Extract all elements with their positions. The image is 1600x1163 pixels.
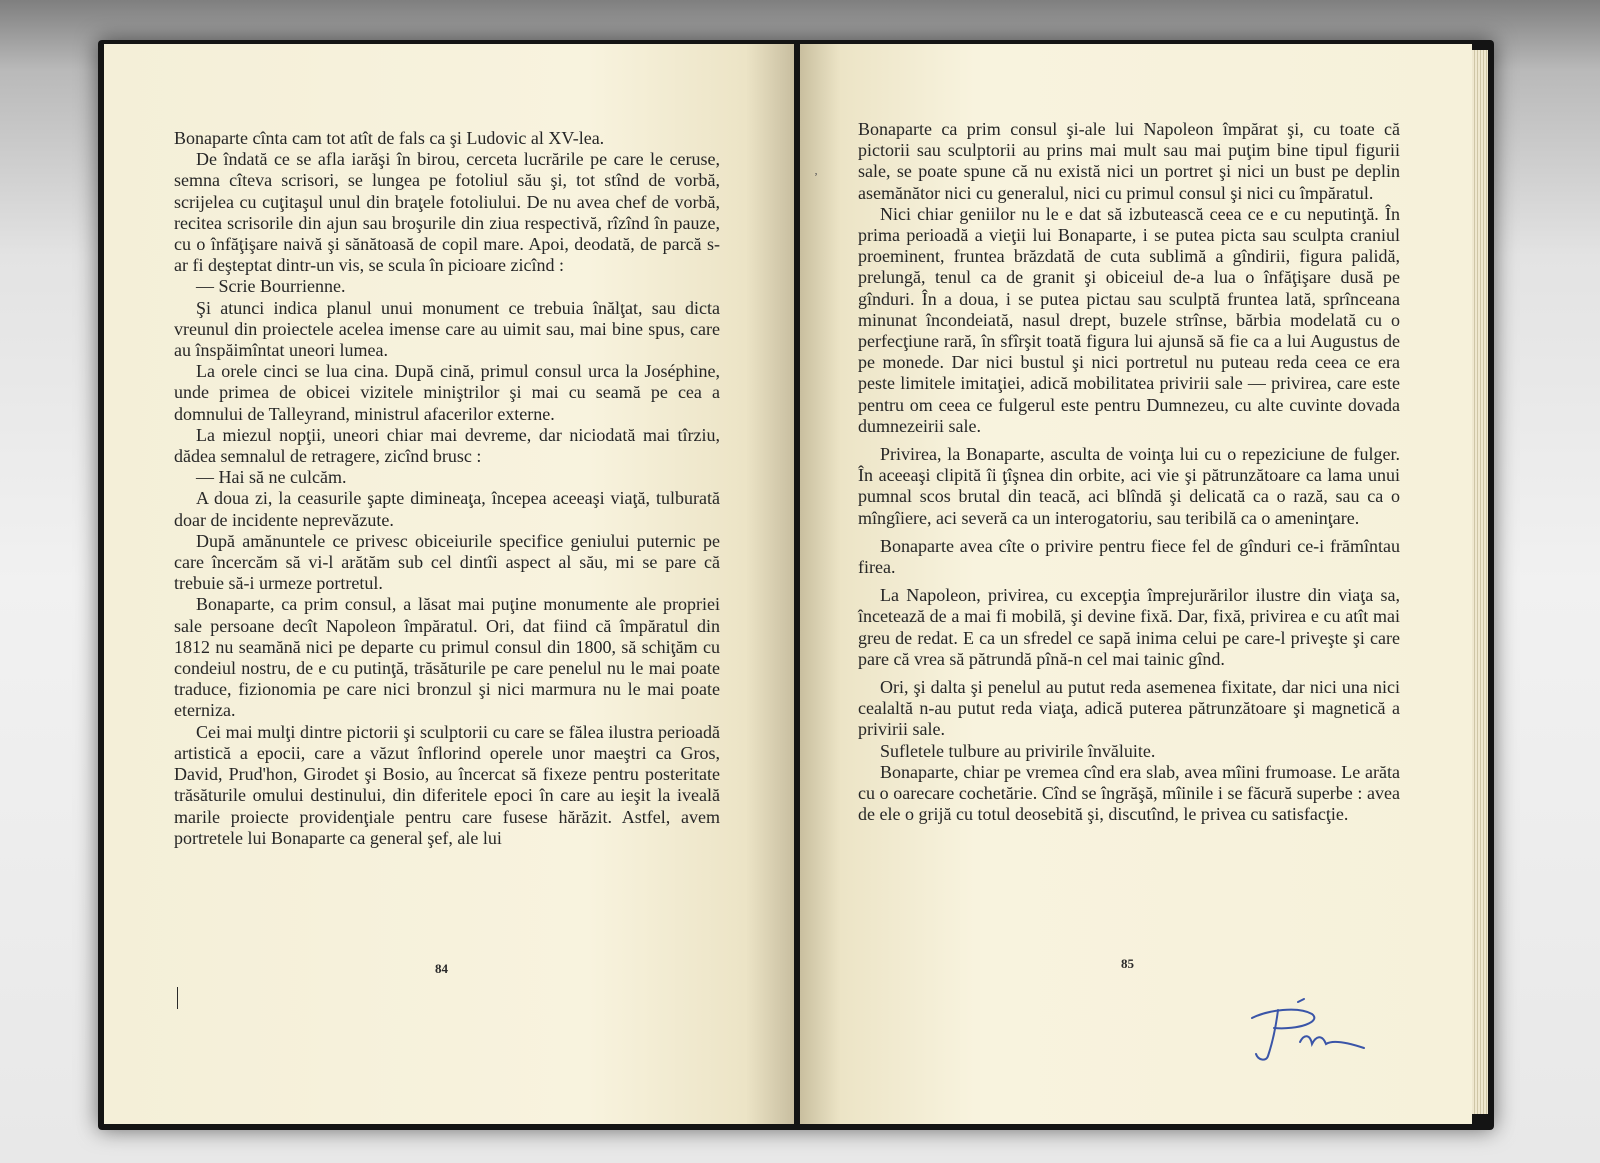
margin-mark bbox=[177, 987, 178, 1009]
page-number: 85 bbox=[1121, 956, 1134, 971]
margin-tick-mark: ʼ bbox=[814, 170, 818, 184]
paragraph: Bonaparte ca prim consul şi-ale lui Napoleon împărat şi, cu toate că pictorii sau sculptorii au prins mai mult sau mai puţim bine tipul figurii sale, se poate spune că nu există nici un portret şi nici un bust pe deplin asemănător nici cu generalul, nici cu primul consul şi nici cu împăratul. bbox=[858, 119, 1400, 203]
right-page-text bbox=[858, 119, 1400, 826]
handwritten-signature bbox=[1238, 996, 1398, 1076]
paragraph: De îndată ce se afla iarăşi în birou, cerceta lucrările pe care le ceruse, semna cîteva scrisori, se lungea pe fotoliul său şi, tot stînd de vorbă, scrijelea cu cuţitaşul unul din braţele fotoliului. De nu avea chef de vorbă, recitea scrisorile din ajun sau broşurile din ziua respectivă, rîzînd în pauze, cu o înfăţişare naivă şi sănătoasă de copil mare. Apoi, deodată, de parcă s-ar fi deşteptat dintr-un vis, se scula în picioare zicînd : bbox=[174, 149, 720, 276]
paragraph: Cei mai mulţi dintre pictorii şi sculptorii cu care se fălea ilustra perioadă artistică a epocii, care a văzut înflorind operele unor maeştri ca Gros, David, Prud'hon, Girodet şi Bosio, au încercat să fixeze pentru posteritate trăsăturile omului destinului, din diferitele epoci în care au ieşit la iveală marile proiecte providenţiale pentru care fusese hărăzit. Astfel, avem portretele lui Bonaparte ca general şef, ale lui bbox=[174, 721, 720, 848]
left-page bbox=[104, 44, 794, 1124]
signature-stroke bbox=[1298, 999, 1304, 1002]
right-page bbox=[800, 44, 1472, 1124]
paragraph: La orele cinci se lua cina. După cină, primul consul urca la Joséphine, unde primea de obicei vizitele miniştrilor şi mai cu seamă pe cea a domnului de Talleyrand, ministrul afacerilor externe. bbox=[174, 361, 720, 424]
paragraph: După amănuntele ce privesc obiceiurile specifice geniului puternic pe care încercăm să vi-l arătăm sub cel dintîi aspect al său, mi se pare că trebuie să-i urmeze portretul. bbox=[174, 530, 720, 594]
paragraph: Bonaparte, ca prim consul, a lăsat mai puţine monumente ale propriei sale persoane decît Napoleon împăratul. Ori, dat fiind că împăratul din 1812 nu seamănă nici pe departe cu primul consul din 1800, să schiţăm cu condeiul nostru, de e cu putinţă, trăsăturile pe care penelul nu le mai poate traduce, fizionomia pe care nici bronzul şi nici marmura nu le mai poate eterniza. bbox=[174, 594, 720, 721]
paragraph: Sufletele tulbure au privirile învăluite. bbox=[880, 740, 1156, 761]
paragraph: Bonaparte, chiar pe vremea cînd era slab, avea mîini frumoase. Le arăta cu o oarecare cochetărie. Cînd se îngrăşă, mîinile i se făcură superbe : avea de ele o grijă cu totul deosebită şi, discutînd, le privea cu satisfacţie. bbox=[858, 761, 1400, 825]
signature-stroke bbox=[1252, 1010, 1314, 1029]
signature-stroke bbox=[1256, 1010, 1278, 1060]
paragraph: A doua zi, la ceasurile şapte dimineaţa, începea aceeaşi viaţă, tulburată doar de incidente neprevăzute. bbox=[174, 488, 720, 530]
paragraph: Privirea, la Bonaparte, asculta de voinţa lui cu o repeziciune de fulger. În aceeaşi clipită îi ţîşnea din orbite, aci vie şi pătrunzătoare ca lama unui pumnal scos brutal din teacă, aci blîndă şi delicată ca o rază, sau ca o mîngîiere, aci severă ca un interogatoriu, sau teribilă ca o ameninţare. bbox=[858, 444, 1400, 528]
left-page-text bbox=[174, 128, 720, 849]
paragraph: Nici chiar geniilor nu le e dat să izbutească ceea ce e cu neputinţă. În prima perioadă a vieţii lui Bonaparte, i se putea picta sau sculpta craniul proeminent, fruntea brăzdată de cuta sublimă a gîndirii, figura palidă, prelungă, tenul ca de granit şi obiceiul de-a lua o înfăţişare dusă pe gînduri. În a doua, i se putea pictau sau sculptă fruntea lată, sprînceana minunat încondeiată, nasul drept, buzele strînse, bărbia modelată cu o perfecţiune rară, în sfîrşit toată figura lui ajunsă să fie ca a lui Augustus de pe monede. Dar nici bustul şi nici portretul nu puteau reda ceea ce era peste limitele imitaţiei, adică mobilitatea privirii sale — privirea, care este pentru om ceea ce fulgerul este pentru Dumnezeu, cu alte cuvinte dovada dumnezeirii sale. bbox=[858, 203, 1400, 436]
paragraph: Ori, şi dalta şi penelul au putut reda asemenea fixitate, dar nici una nici cealaltă n-au putut reda viaţa, adică puterea pătrunzătoare şi magnetică a privirii sale. bbox=[858, 677, 1400, 740]
paragraph: — Scrie Bourrienne. bbox=[196, 276, 346, 297]
paragraph: Bonaparte cînta cam tot atît de fals ca şi Ludovic al XV-lea. bbox=[174, 128, 605, 148]
page-edges bbox=[1472, 50, 1488, 1114]
paragraph: — Hai să ne culcăm. bbox=[196, 467, 347, 488]
paragraph: Bonaparte avea cîte o privire pentru fiece fel de gînduri ce-i frămîntau firea. bbox=[858, 535, 1400, 578]
paragraph: La miezul nopţii, uneori chiar mai devreme, dar niciodată mai tîrziu, dădea semnalul de retragere, zicînd brusc : bbox=[174, 424, 720, 467]
signature-stroke bbox=[1300, 1036, 1364, 1048]
page-number: 84 bbox=[435, 961, 448, 976]
paragraph: Şi atunci indica planul unui monument ce trebuia înălţat, sau dicta vreunul din proiectele acelea imense care au uimit sau, mai bine spus, care au înspăimîntat uneori lumea. bbox=[174, 297, 720, 361]
paragraph: La Napoleon, privirea, cu excepţia împrejurărilor ilustre din viaţa sa, încetează de a mai fi mobilă, şi devine fixă. Dar, fixă, privirea e cu atît mai greu de redat. E ca un sfredel ce sapă inima celui pe care-l priveşte şi care pare că vrea să pătrundă pînă-n cel mai tainic gînd. bbox=[858, 585, 1400, 669]
